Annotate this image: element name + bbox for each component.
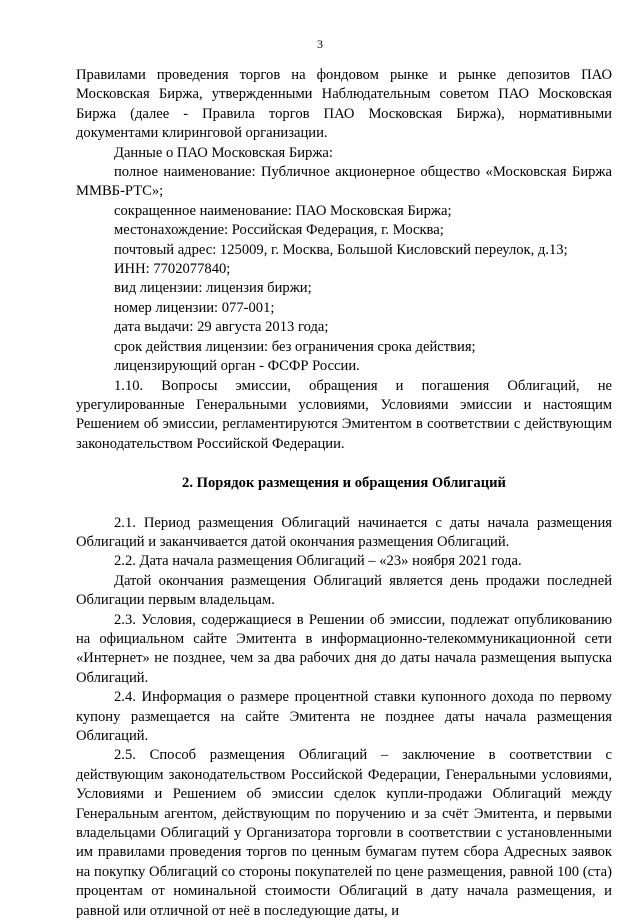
license-type: вид лицензии: лицензия биржи; [114,280,312,297]
exchange-short-name: сокращенное наименование: ПАО Московская Биржа; [114,202,452,219]
exchange-details [76,144,612,377]
license-number: номер лицензии: 077-001; [114,299,275,316]
paragraph-2-2: 2.2. Дата начала размещения Облигаций – «23» ноября 2021 года. [114,553,522,570]
exchange-postal: почтовый адрес: 125009, г. Москва, Большой Кисловский переулок, д.13; [114,241,568,258]
paragraph-2-5: 2.5. Способ размещения Облигаций – заключение в соответствии с действующим законодательством Российской Федерации, Генеральными условиями, Условиями и Решением об эмиссии сделок купли-продажи Облигаций между Генеральным агентом, действующим по поручению и за счёт Эмитента, и первыми владельцами Облигаций у Организатора торговли в соответствии с установленными им правилами проведения торгов по ценным бумагам путем сбора Адресных заявок на покупку Облигаций со стороны покупателей по цене размещения, равной 100 (ста) процентам от номинальной стоимости Облигаций в дату начала размещения, и равной или отличной от неё в последующие даты, и [76,747,612,919]
page-number: 3 [317,37,323,51]
license-authority: лицензирующий орган - ФСФР России. [114,358,360,375]
paragraph-2-2-end-date: Датой окончания размещения Облигаций является день продажи последней Облигации первым владельцам. [76,572,612,609]
paragraph-1-10: 1.10. Вопросы эмиссии, обращения и погашения Облигаций, не урегулированные Генеральными условиями, Условиями эмиссии и настоящим Решением об эмиссии, регламентируются Эмитентом в соответствии с действующим законодательством Российской Федерации. [76,377,612,452]
exchange-full-name: полное наименование: Публичное акционерное общество «Московская Биржа ММВБ-РТС»; [76,164,612,200]
paragraph-2-4: 2.4. Информация о размере процентной ставки купонного дохода по первому купону размещается на сайте Эмитента не позднее даты начала размещения Облигаций. [76,689,612,744]
license-validity: срок действия лицензии: без ограничения срока действия; [114,338,476,355]
paragraph-2-3: 2.3. Условия, содержащиеся в Решении об эмиссии, подлежат опубликованию на официальном сайте Эмитента в информационно-телекоммуникационной сети «Интернет» не позднее, чем за два рабочих дня до даты начала размещения выпуска Облигаций. [76,611,612,686]
exchange-heading: Данные о ПАО Московская Биржа: [114,144,333,161]
paragraph-trading-rules: Правилами проведения торгов на фондовом рынке и рынке депозитов ПАО Московская Биржа, утвержденными Наблюдательным советом ПАО Московская Биржа (далее - Правила торгов ПАО Московская Биржа), нормативными документами клиринговой организации. [76,67,612,142]
page-body [76,66,612,921]
exchange-location: местонахождение: Российская Федерация, г. Москва; [114,222,444,239]
paragraph-2-1: 2.1. Период размещения Облигаций начинается с даты начала размещения Облигаций и заканчивается датой окончания размещения Облигаций. [76,514,612,550]
license-issue-date: дата выдачи: 29 августа 2013 года; [114,319,329,336]
exchange-inn: ИНН: 7702077840; [114,261,231,278]
section-2-title: 2. Порядок размещения и обращения Облигаций [182,475,506,492]
